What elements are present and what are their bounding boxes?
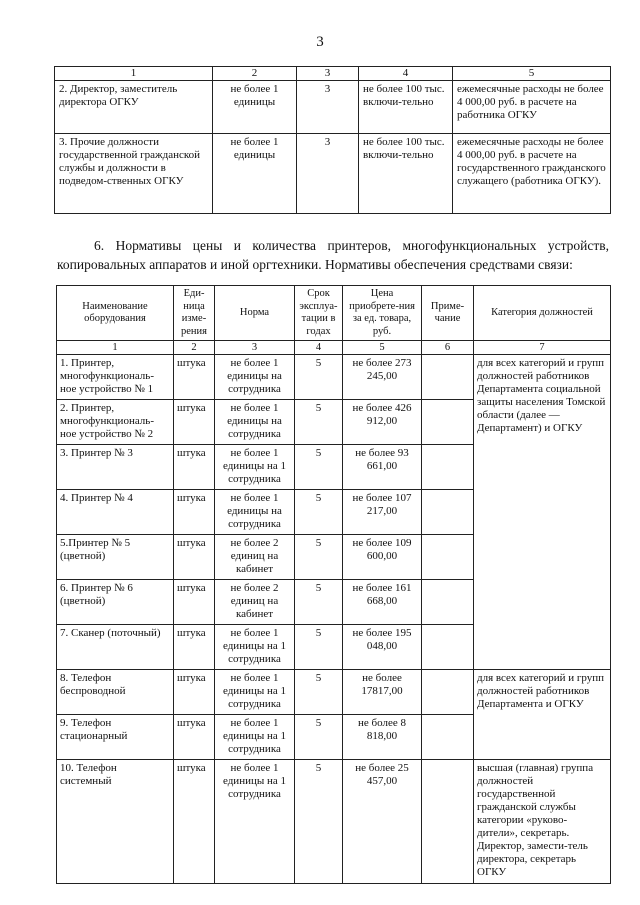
category-cell: высшая (главная) группа должностей государственной гражданской службы категории «руково-дители», секретарь. Директор, замести-тель директора, секретарь ОГКУ: [474, 760, 611, 884]
header-cell: 2: [213, 67, 297, 81]
note-cell: [422, 445, 474, 490]
position-cell: 2. Директор, заместитель директора ОГКУ: [55, 81, 213, 134]
term-cell: 5: [295, 625, 343, 670]
term-cell: 5: [295, 715, 343, 760]
price-cell: не более 25 457,00: [343, 760, 422, 884]
column-number: 2: [174, 341, 215, 355]
column-header-unit: Еди-ница изме-рения: [174, 286, 215, 341]
note-cell: [422, 670, 474, 715]
term-cell: 5: [295, 580, 343, 625]
price-cell: не более 93 661,00: [343, 445, 422, 490]
unit-cell: штука: [174, 400, 215, 445]
table-row: [57, 670, 611, 715]
equipment-name: 6. Принтер № 6 (цветной): [57, 580, 174, 625]
column-number: 6: [422, 341, 474, 355]
norm-cell: не более 1 единицы на сотрудника: [215, 400, 295, 445]
term-cell: 3: [297, 81, 359, 134]
column-number: 3: [215, 341, 295, 355]
column-header-equipment: Наименование оборудования: [57, 286, 174, 341]
note-cell: [422, 580, 474, 625]
note-cell: [422, 625, 474, 670]
table-row: [57, 760, 611, 884]
norm-cell: не более 2 единиц на кабинет: [215, 580, 295, 625]
note-cell: [422, 400, 474, 445]
column-number: 1: [57, 341, 174, 355]
unit-cell: штука: [174, 355, 215, 400]
column-header-norm: Норма: [215, 286, 295, 341]
column-number: 5: [343, 341, 422, 355]
table-row: [55, 81, 611, 134]
equipment-name: 5.Принтер № 5 (цветной): [57, 535, 174, 580]
term-cell: 5: [295, 535, 343, 580]
note-cell: [422, 760, 474, 884]
price-cell: не более 273 245,00: [343, 355, 422, 400]
note-cell: [422, 715, 474, 760]
category-cell: для всех категорий и групп должностей работников Департамента социальной защиты населения Томской области (далее — Департамент) и ОГКУ: [474, 355, 611, 670]
term-cell: 5: [295, 445, 343, 490]
norm-cell: не более 1 единицы на 1 сотрудника: [215, 625, 295, 670]
norm-cell: не более 1 единицы на 1 сотрудника: [215, 715, 295, 760]
unit-cell: штука: [174, 580, 215, 625]
norm-cell: не более 1 единицы на 1 сотрудника: [215, 445, 295, 490]
norm-cell: не более 2 единиц на кабинет: [215, 535, 295, 580]
unit-cell: штука: [174, 445, 215, 490]
price-cell: не более 107 217,00: [343, 490, 422, 535]
header-cell: 5: [453, 67, 611, 81]
equipment-name: 3. Принтер № 3: [57, 445, 174, 490]
quantity-cell: не более 1 единицы: [213, 134, 297, 214]
quantity-cell: не более 1 единицы: [213, 81, 297, 134]
column-header-note: Приме-чание: [422, 286, 474, 341]
term-cell: 5: [295, 490, 343, 535]
equipment-name: 1. Принтер, многофункциональ-ное устройство № 1: [57, 355, 174, 400]
page-number: 3: [316, 34, 324, 50]
price-cell: не более 109 600,00: [343, 535, 422, 580]
price-cell: не более 17817,00: [343, 670, 422, 715]
equipment-name: 9. Телефон стационарный: [57, 715, 174, 760]
unit-cell: штука: [174, 625, 215, 670]
note-cell: [422, 490, 474, 535]
column-number: 7: [474, 341, 611, 355]
equipment-name: 8. Телефон беспроводной: [57, 670, 174, 715]
equipment-name: 7. Сканер (поточный): [57, 625, 174, 670]
unit-cell: штука: [174, 490, 215, 535]
header-cell: 4: [359, 67, 453, 81]
table-header-row: [55, 67, 611, 81]
price-cell: не более 100 тыс. включи-тельно: [359, 81, 453, 134]
unit-cell: штука: [174, 715, 215, 760]
price-cell: не более 8 818,00: [343, 715, 422, 760]
table-header-row: [57, 286, 611, 341]
equipment-name: 4. Принтер № 4: [57, 490, 174, 535]
unit-cell: штука: [174, 760, 215, 884]
norm-cell: не более 1 единицы на сотрудника: [215, 355, 295, 400]
section-6-heading: [57, 236, 609, 274]
equipment-name: 10. Телефон системный: [57, 760, 174, 884]
price-cell: не более 100 тыс. включи-тельно: [359, 134, 453, 214]
term-cell: 5: [295, 400, 343, 445]
column-header-term: Срок эксплуа-тации в годах: [295, 286, 343, 341]
price-cell: не более 161 668,00: [343, 580, 422, 625]
column-header-category: Категория должностей: [474, 286, 611, 341]
unit-cell: штука: [174, 535, 215, 580]
norm-cell: не более 1 единицы на сотрудника: [215, 490, 295, 535]
continuation-table: [54, 66, 611, 214]
header-cell: 3: [297, 67, 359, 81]
equipment-name: 2. Принтер, многофункциональ-ное устройство № 2: [57, 400, 174, 445]
section-6-text: 6. Нормативы цены и количества принтеров, многофункциональных устройств, копировальных аппаратов и иной оргтехники. Нормативы обеспечения средствами связи:: [57, 238, 609, 272]
table-row: [57, 355, 611, 400]
unit-cell: штука: [174, 670, 215, 715]
expense-cell: ежемесячные расходы не более 4 000,00 руб. в расчете на государственного гражданского служащего (работника ОГКУ).: [453, 134, 611, 214]
equipment-norms-table: [56, 285, 611, 884]
term-cell: 5: [295, 355, 343, 400]
norm-cell: не более 1 единицы на 1 сотрудника: [215, 670, 295, 715]
header-cell: 1: [55, 67, 213, 81]
term-cell: 5: [295, 670, 343, 715]
price-cell: не более 426 912,00: [343, 400, 422, 445]
table-row: [55, 134, 611, 214]
note-cell: [422, 355, 474, 400]
note-cell: [422, 535, 474, 580]
price-cell: не более 195 048,00: [343, 625, 422, 670]
norm-cell: не более 1 единицы на 1 сотрудника: [215, 760, 295, 884]
category-cell: для всех категорий и групп должностей работников Департамента и ОГКУ: [474, 670, 611, 760]
expense-cell: ежемесячные расходы не более 4 000,00 руб. в расчете на работника ОГКУ: [453, 81, 611, 134]
column-number: 4: [295, 341, 343, 355]
term-cell: 5: [295, 760, 343, 884]
column-numbers-row: [57, 341, 611, 355]
position-cell: 3. Прочие должности государственной гражданской службы и должности в подведом-ственных ОГКУ: [55, 134, 213, 214]
term-cell: 3: [297, 134, 359, 214]
column-header-price: Цена приобрете-ния за ед. товара, руб.: [343, 286, 422, 341]
